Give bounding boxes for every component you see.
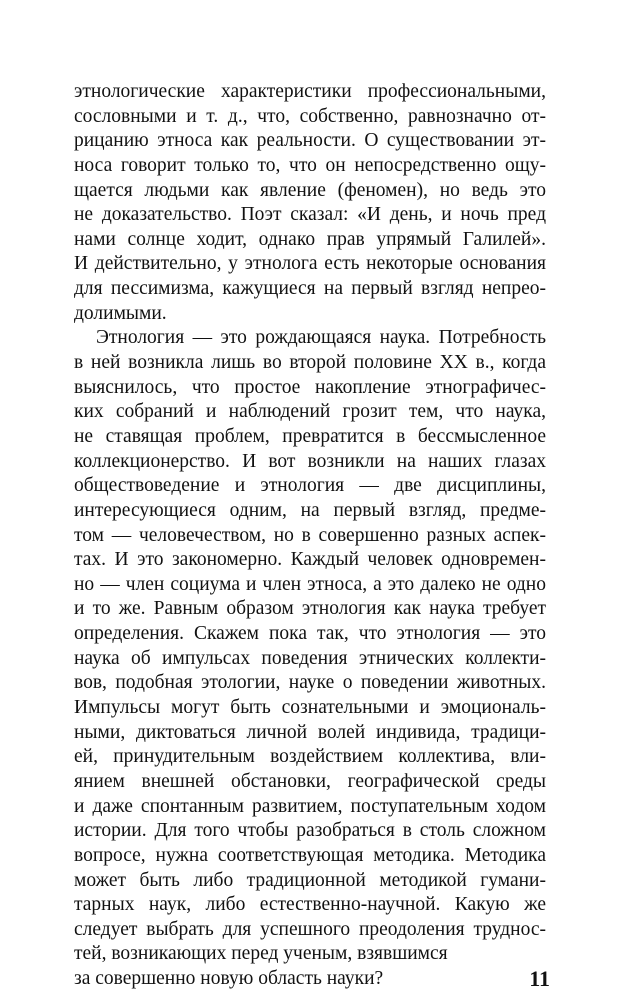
text-line: обществоведение и этнология — две дисциплины, [74,475,546,497]
book-page [74,80,550,992]
text-line: вопросе, нужна соответствующая методика. Методика [74,844,546,866]
text-line: Этнология — это рождающаяся наука. Потребность [96,327,546,349]
text-line: рицанию этноса как реальности. О существовании эт- [74,130,546,152]
text-line: ей, принудительным воздействием коллектива, вли- [74,746,546,768]
text-line: в ней возникла лишь во второй половине XX в., когда [74,352,546,374]
text-line-with-page-number [74,966,550,992]
text-line: носа говорит только то, что он непосредственно ощу- [74,154,546,176]
paragraph-1 [74,80,546,326]
text-line: определения. Скажем пока так, что этнология — это [74,623,546,645]
text-line: наука об импульсах поведения этнических коллекти- [74,647,546,669]
page-number: 11 [529,966,550,992]
text-line: выяснилось, что простое накопление этнографичес- [74,376,546,398]
text-line: И действительно, у этнолога есть некоторые основания [74,253,546,275]
text-line: но — член социума и член этноса, а это далеко не одно [74,573,546,595]
text-line: этнологические характеристики профессиональными, [74,81,546,102]
text-line: долимыми. [74,302,167,324]
text-line: тах. И это закономерно. Каждый человек одновремен- [74,549,546,571]
text-line: для пессимизма, кажущиеся на первый взгляд непрео- [74,278,546,300]
text-line: за совершенно новую область науки? [74,968,384,990]
text-line: ких собраний и наблюдений грозит тем, что наука, [74,401,546,423]
text-line: нами солнце ходит, однако прав упрямый Галилей». [74,228,546,250]
paragraph-2 [74,326,550,992]
text-line: щается людьми как явление (феномен), но ведь это [74,179,546,201]
text-line: коллекционерство. И вот возникли на наших глазах [74,450,546,472]
text-line: и даже спонтанным развитием, поступательным ходом [74,795,546,817]
text-line: янием внешней обстановки, географической среды [74,770,546,792]
text-line: интересующиеся одним, на первый взгляд, предме- [74,499,546,521]
text-line: и то же. Равным образом этнология как наука требует [74,598,546,620]
text-line: тей, возникающих перед ученым, взявшимся [74,943,448,965]
text-line: тарных наук, либо естественно-научной. Какую же [74,894,546,916]
text-line: не ставящая проблем, превратится в бессмысленное [74,425,546,447]
text-line: следует выбрать для успешного преодоления труднос- [74,918,546,940]
text-line: вов, подобная этологии, науке о поведении животных. [74,672,546,694]
text-line: может быть либо традиционной методикой гумани- [74,869,546,891]
text-line: не доказательство. Поэт сказал: «И день, и ночь пред [74,204,546,226]
text-line: ными, диктоваться личной волей индивида, традици- [74,721,546,743]
text-line: сословными и т. д., что, собственно, равнозначно от- [74,105,546,127]
text-line: том — человечеством, но в совершенно разных аспек- [74,524,546,546]
text-line: Импульсы могут быть сознательными и эмоциональ- [74,697,546,719]
text-line: истории. Для того чтобы разобраться в столь сложном [74,820,546,842]
